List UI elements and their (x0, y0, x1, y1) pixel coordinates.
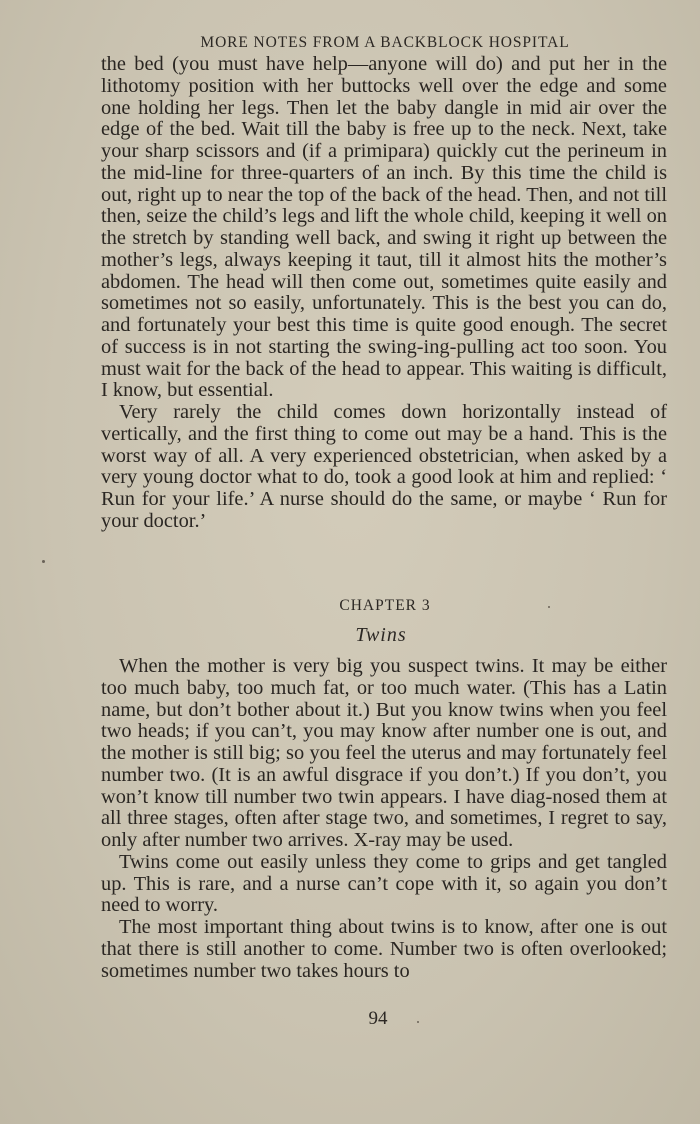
chapter-title: Twins (355, 624, 407, 646)
running-head: MORE NOTES FROM A BACKBLOCK HOSPITAL (200, 34, 570, 51)
paper-speck (42, 560, 45, 563)
chapter-label: CHAPTER 3 (339, 597, 431, 614)
paper-speck (417, 1021, 419, 1023)
paragraph: Very rarely the child comes down horizontally instead of vertically, and the first thing to come out may be a hand. This is the worst way of all. A very experienced obstetrician, when asked by a very young doctor what to do, took a good look at him and replied: ‘ Run for your life.’ A nurse should do the same, or maybe ‘ Run for your doctor.’ (101, 401, 667, 532)
paragraph: The most important thing about twins is to know, after one is out that there is still another to come. Number two is often overlooked; sometimes number two takes hours to (101, 916, 667, 982)
paper-speck (548, 606, 550, 608)
text-block-top (101, 54, 667, 533)
paragraph: Twins come out easily unless they come to grips and get tangled up. This is rare, and a nurse can’t cope with it, so again you don’t need to worry. (101, 850, 667, 917)
paragraph: When the mother is very big you suspect twins. It may be either too much baby, too much fat, or too much water. (This has a Latin name, but don’t bother about it.) But you know twins when you feel two heads; if you can’t, you may know after number one is out, and the mother is still big; so you feel the uterus and may fortunately feel number two. (It is an awful disgrace if you don’t.) If you don’t, you won’t know till number two twin appears. I have diag-nosed them at all three stages, often after stage two, and sometimes, I regret to say, only after number two arrives. X-ray may be used. (101, 655, 667, 851)
paragraph: the bed (you must have help—anyone will do) and put her in the lithotomy position with her buttocks well over the edge and some one holding her legs. Then let the baby dangle in mid air over the edge of the bed. Wait till the baby is free up to the neck. Next, take your sharp scissors and (if a primipara) quickly cut the perineum in the mid-line for three-quarters of an inch. By this time the child is out, right up to near the top of the back of the head. Then, and not till then, seize the child’s legs and lift the whole child, keeping it well on the stretch by standing well back, and swing it right up between the mother’s legs, always keeping it taut, till it almost hits the mother’s abdomen. The head will then come out, sometimes quite easily and sometimes not so easily, unfortunately. This is the best you can do, and fortunately your best this time is quite good enough. The secret of success is in not starting the swing-ing-pulling act too soon. You must wait for the back of the head to appear. This waiting is difficult, I know, but essential. (101, 53, 667, 402)
text-block-bottom (101, 656, 667, 982)
page-number: 94 (368, 1008, 388, 1029)
